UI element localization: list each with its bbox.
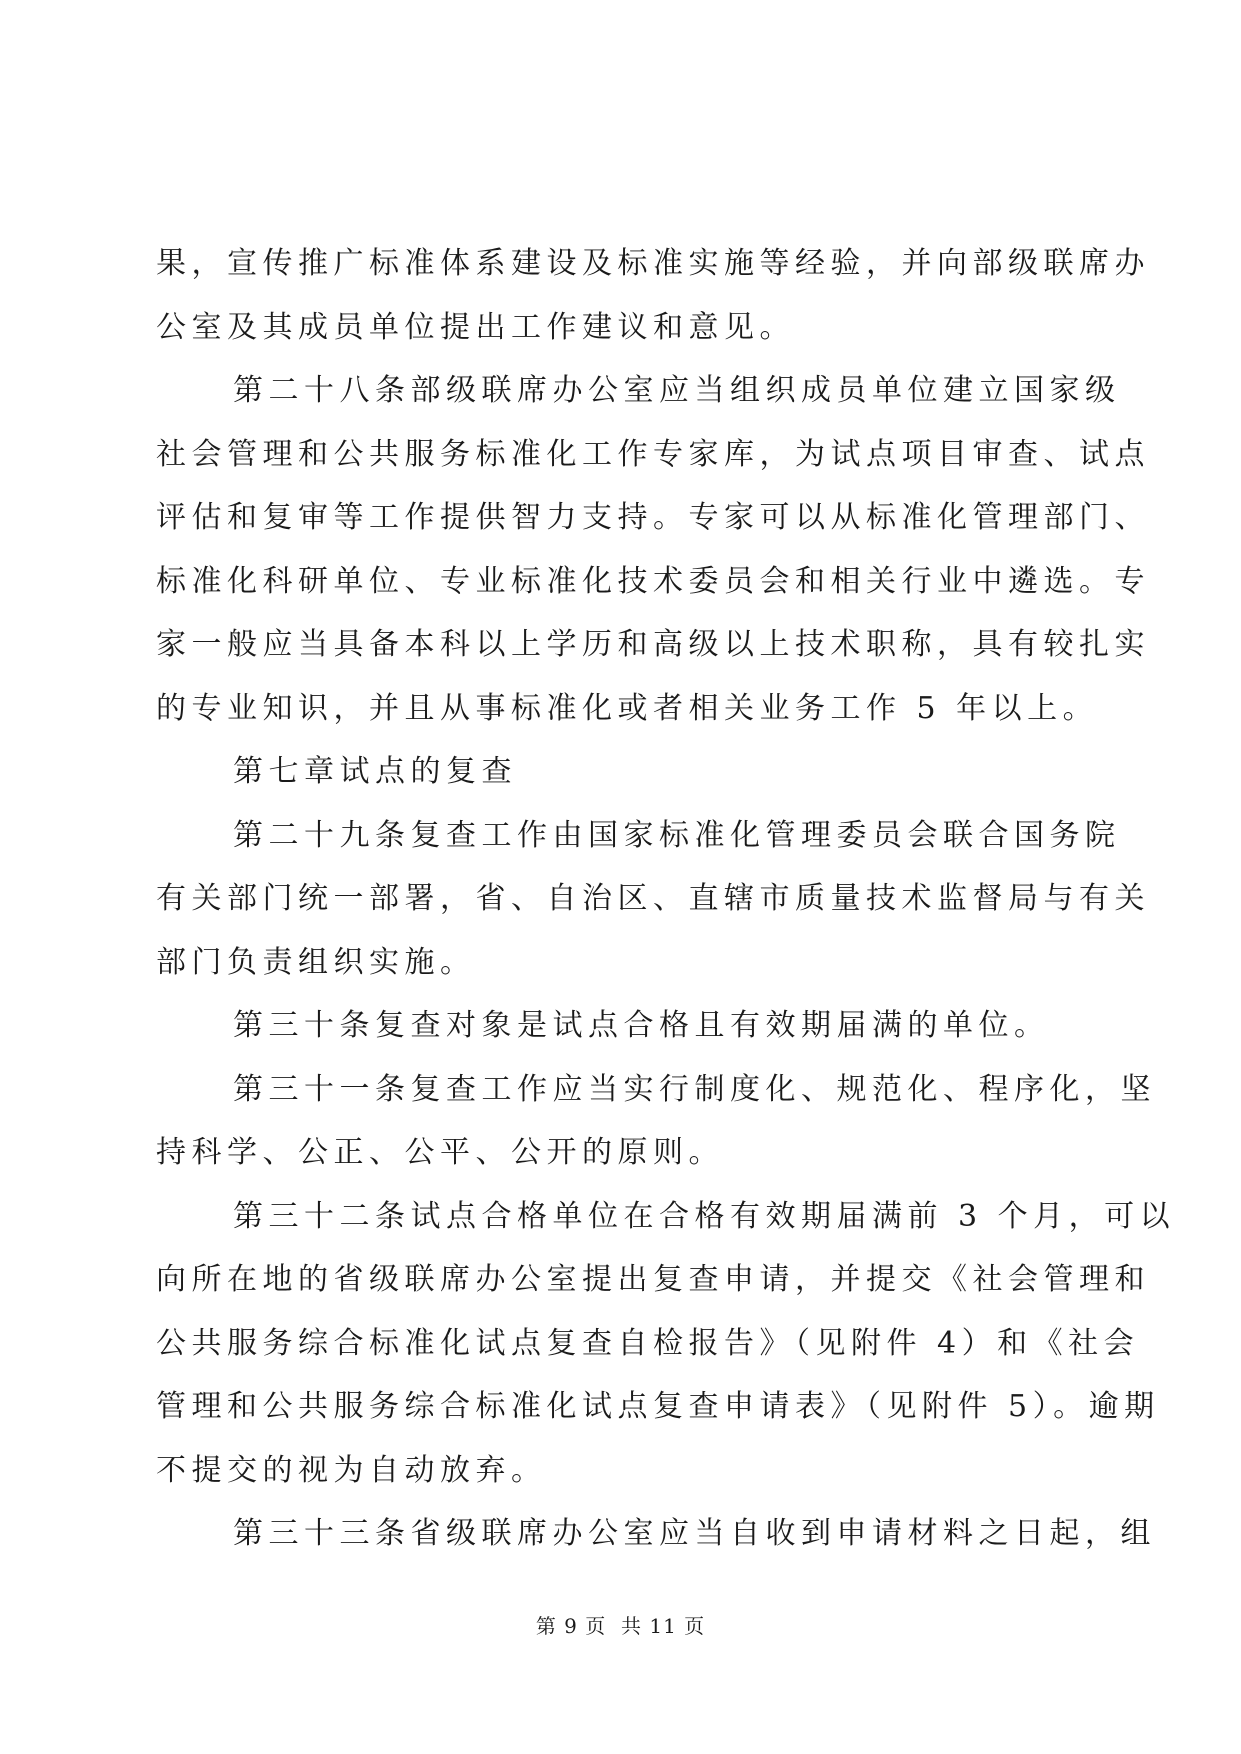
text-line: 第三十条复查对象是试点合格且有效期届满的单位。 <box>233 1008 1050 1043</box>
text-line: 标准化科研单位、专业标准化技术委员会和相关行业中遴选。专 <box>156 563 1150 599</box>
text-line: 有关部门统一部署，省、自治区、直辖市质量技术监督局与有关 <box>156 881 1150 916</box>
text-line: 管理和公共服务综合标准化试点复查申请表》（见附件 5）。逾期 <box>156 1389 1160 1424</box>
text-line: 第三十二条试点合格单位在合格有效期届满前 3 个月，可以 <box>233 1198 1176 1234</box>
body-text <box>156 232 1176 1566</box>
text-line: 果，宣传推广标准体系建设及标准实施等经验，并向部级联席办 <box>156 246 1150 281</box>
text-line: 家一般应当具备本科以上学历和高级以上技术职称，具有较扎实 <box>156 627 1150 662</box>
text-line: 持科学、公正、公平、公开的原则。 <box>156 1135 724 1170</box>
text-line: 第二十九条复查工作由国家标准化管理委员会联合国务院 <box>233 817 1121 853</box>
text-line: 评估和复审等工作提供智力支持。专家可以从标准化管理部门、 <box>156 500 1150 535</box>
text-line: 第二十八条部级联席办公室应当组织成员单位建立国家级 <box>233 373 1121 408</box>
text-line: 第三十一条复查工作应当实行制度化、规范化、程序化，坚 <box>233 1071 1156 1107</box>
text-line: 的专业知识，并且从事标准化或者相关业务工作 5 年以上。 <box>156 690 1099 726</box>
text-line: 向所在地的省级联席办公室提出复查申请，并提交《社会管理和 <box>156 1262 1150 1297</box>
text-line: 不提交的视为自动放弃。 <box>156 1452 547 1488</box>
page-footer: 第 9 页 共 11 页 <box>535 1614 706 1638</box>
text-line: 第三十三条省级联席办公室应当自收到申请材料之日起，组 <box>233 1516 1156 1551</box>
text-line: 公室及其成员单位提出工作建议和意见。 <box>156 309 795 345</box>
chapter-heading: 第七章试点的复查 <box>233 754 517 789</box>
text-line: 部门负责组织实施。 <box>156 944 476 980</box>
text-line: 社会管理和公共服务标准化工作专家库，为试点项目审查、试点 <box>156 436 1150 472</box>
text-line: 公共服务综合标准化试点复查自检报告》（见附件 4）和《社会 <box>156 1325 1140 1361</box>
